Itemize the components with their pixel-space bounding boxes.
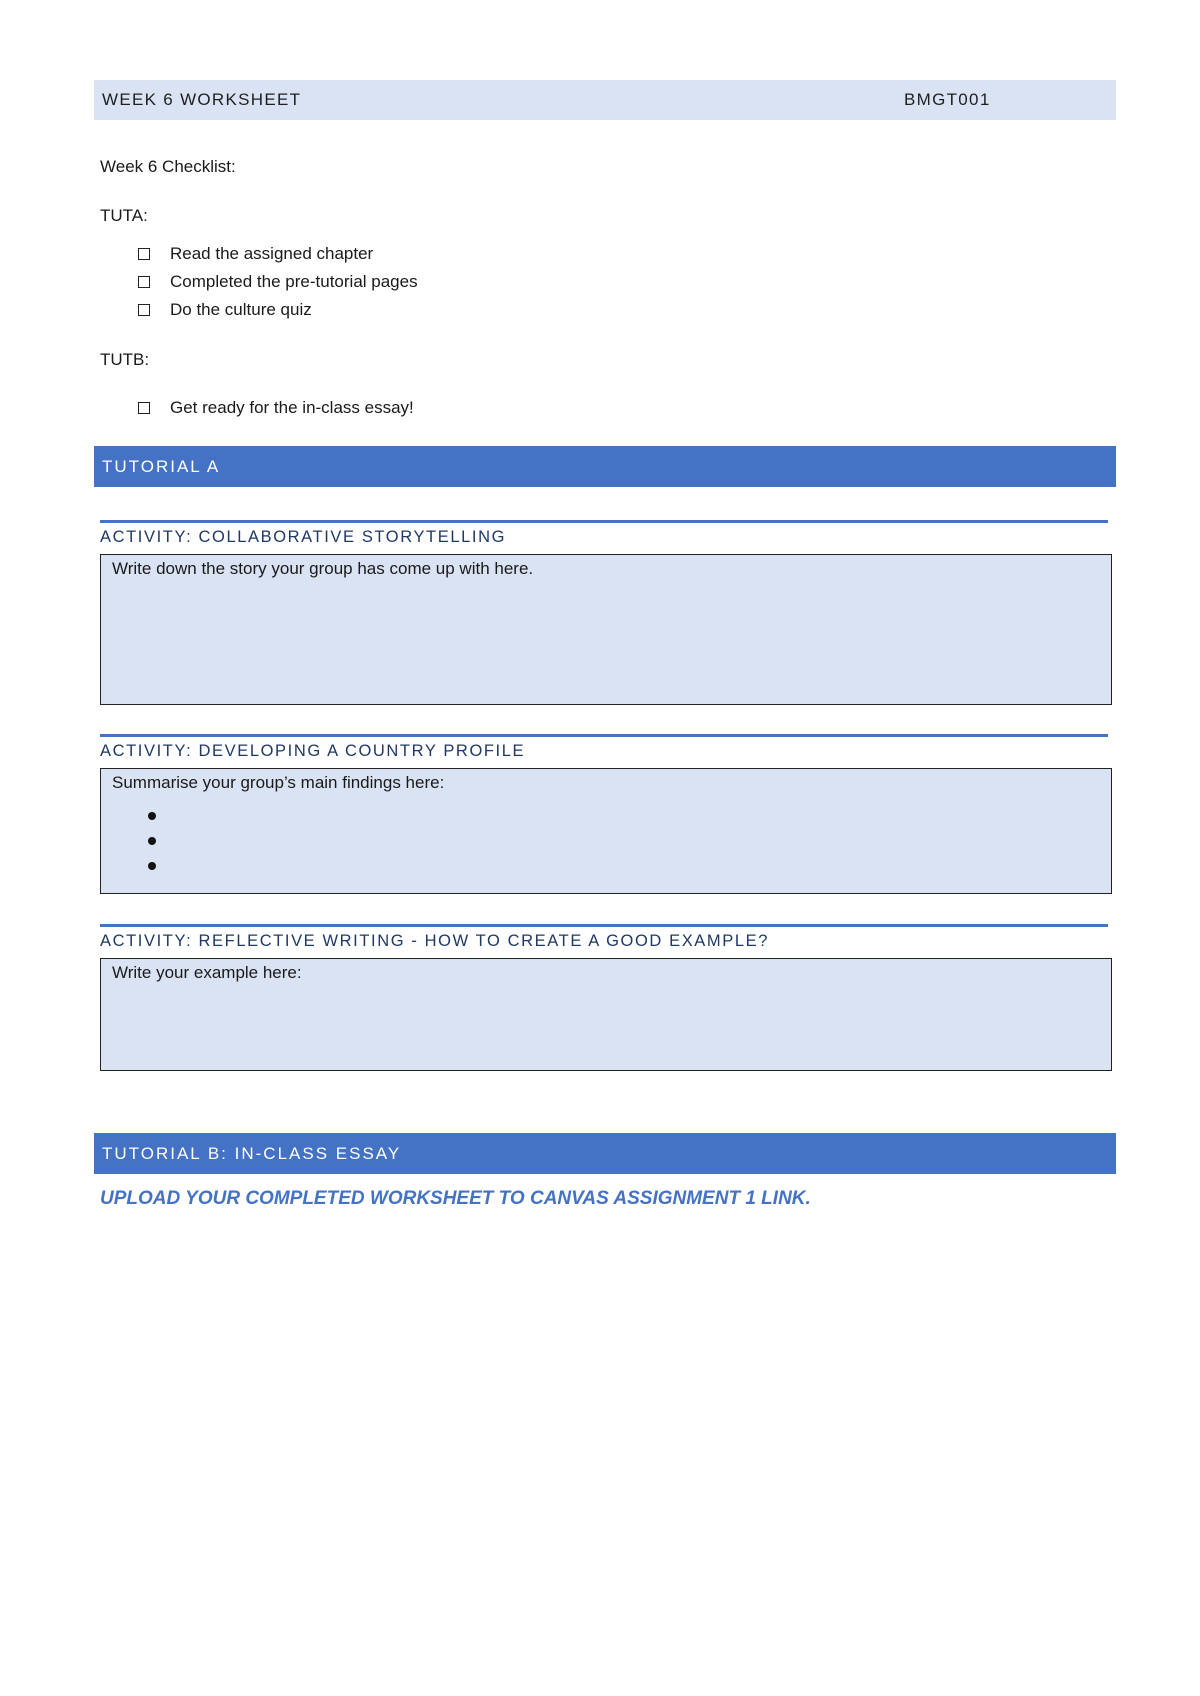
checklist-item-label: Do the culture quiz xyxy=(170,300,312,319)
checkbox[interactable] xyxy=(138,402,150,414)
activity-divider xyxy=(100,734,1108,737)
course-code: BMGT001 xyxy=(904,90,991,109)
activity-divider xyxy=(100,924,1108,927)
tutorial-a-banner xyxy=(94,446,1116,487)
header-title: WEEK 6 WORKSHEET xyxy=(102,90,302,109)
answer-prompt: Summarise your group’s main findings here: xyxy=(112,773,445,792)
checklist-heading: Week 6 Checklist: xyxy=(100,157,236,176)
bullet-point xyxy=(148,837,156,845)
checklist-item[interactable] xyxy=(138,272,418,292)
checkbox[interactable] xyxy=(138,304,150,316)
answer-prompt: Write down the story your group has come up with here. xyxy=(112,559,534,578)
activity-divider xyxy=(100,520,1108,523)
example-answer-box[interactable] xyxy=(100,958,1112,1071)
story-answer-box[interactable] xyxy=(100,554,1112,705)
checklist-item-label: Read the assigned chapter xyxy=(170,244,374,263)
checklist-item[interactable] xyxy=(138,398,414,418)
checklist-item[interactable] xyxy=(138,244,373,264)
checklist-item-label: Get ready for the in-class essay! xyxy=(170,398,414,417)
tutorial-b-title: TUTORIAL B: IN-CLASS ESSAY xyxy=(102,1143,402,1163)
checkbox[interactable] xyxy=(138,276,150,288)
tutb-label: TUTB: xyxy=(100,350,150,369)
tuta-label: TUTA: xyxy=(100,206,148,225)
page-header xyxy=(94,80,1116,120)
activity-title: ACTIVITY: COLLABORATIVE STORYTELLING xyxy=(100,528,507,546)
tutorial-a-title: TUTORIAL A xyxy=(102,456,221,476)
checklist-item-label: Completed the pre-tutorial pages xyxy=(170,272,418,291)
activity-title: ACTIVITY: REFLECTIVE WRITING - HOW TO CREATE A GOOD EXAMPLE? xyxy=(100,932,770,950)
country-profile-answer-box[interactable] xyxy=(100,768,1112,894)
answer-prompt: Write your example here: xyxy=(112,963,302,982)
tutorial-b-banner xyxy=(94,1133,1116,1174)
bullet-point xyxy=(148,812,156,820)
activity-title: ACTIVITY: DEVELOPING A COUNTRY PROFILE xyxy=(100,742,526,760)
bullet-point xyxy=(148,862,156,870)
upload-instruction: UPLOAD YOUR COMPLETED WORKSHEET TO CANVAS ASSIGNMENT 1 LINK. xyxy=(100,1188,811,1209)
checkbox[interactable] xyxy=(138,248,150,260)
checklist-item[interactable] xyxy=(138,300,312,320)
